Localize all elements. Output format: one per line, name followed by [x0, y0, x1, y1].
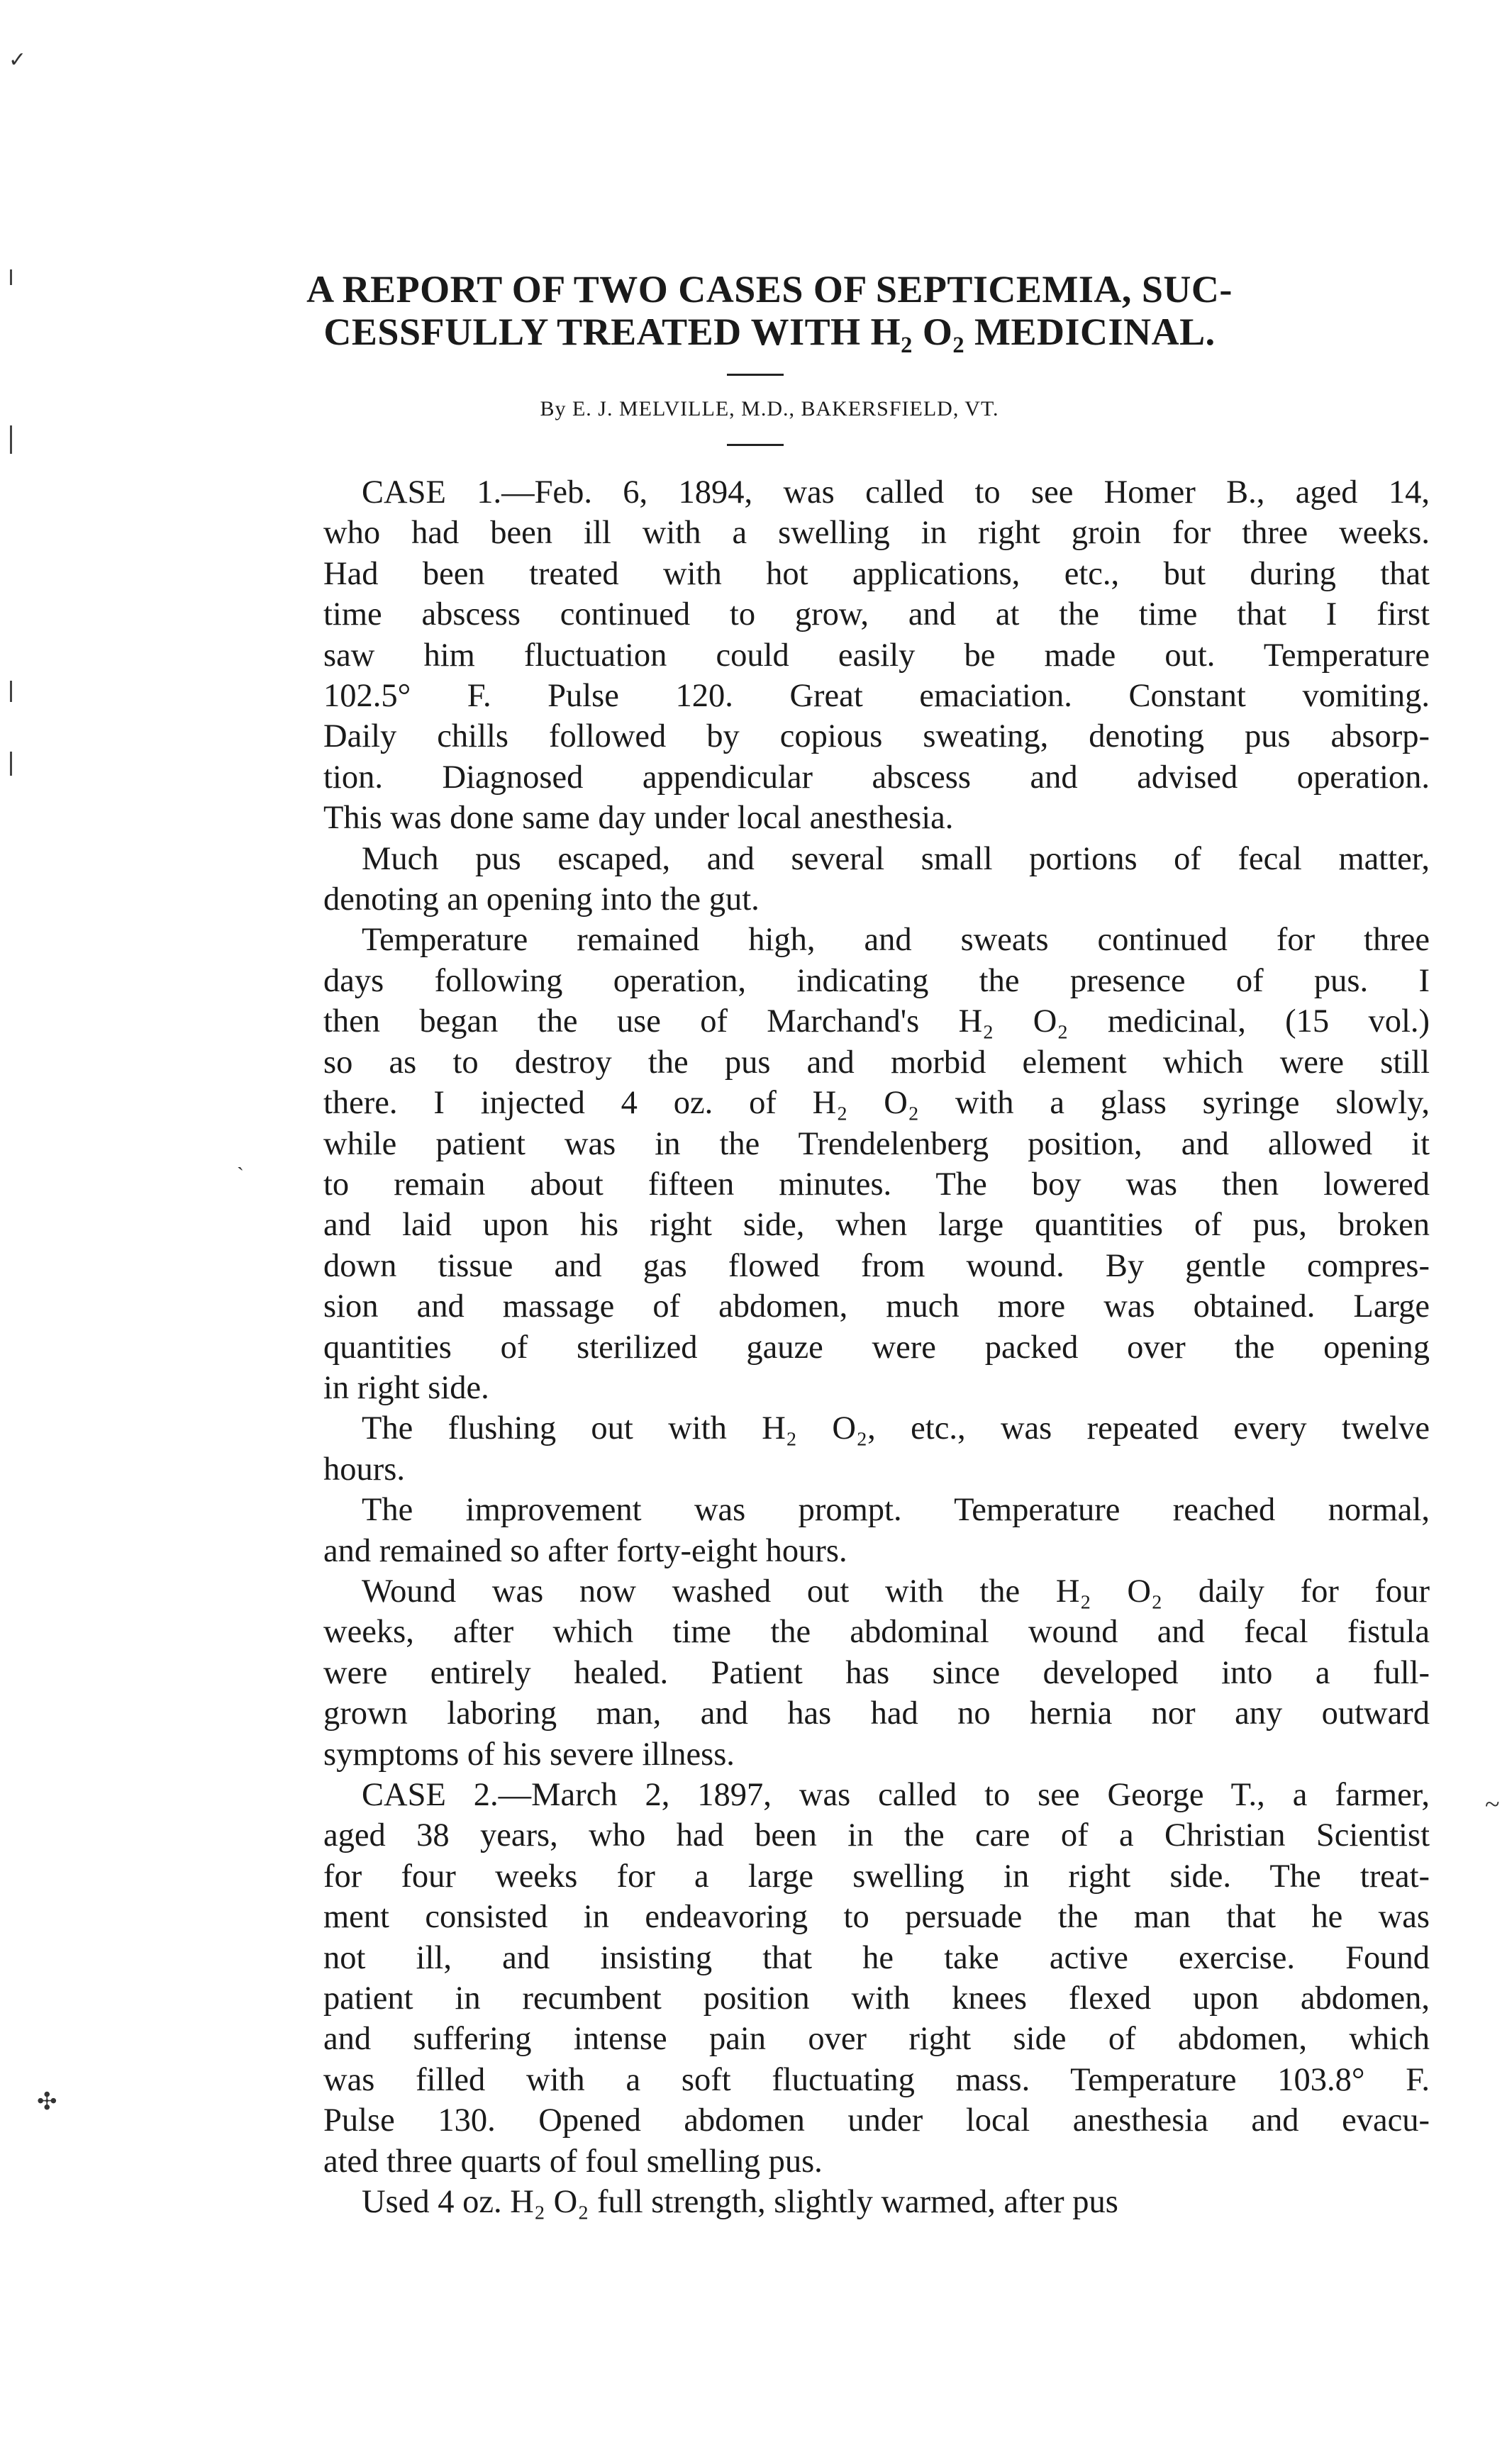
text-line: Much pus escaped, and several small portions of fecal matter,: [362, 840, 1430, 877]
text-line: Pulse 130. Opened abdomen under local anesthesia and evacu-: [323, 2102, 1430, 2139]
text-line: and laid upon his right side, when large quantities of pus, broken: [323, 1207, 1430, 1244]
text-line: Daily chills followed by copious sweating, denoting pus absorp-: [323, 718, 1430, 755]
text-line: saw him fluctuation could easily be made out. Temperature: [323, 637, 1430, 674]
text-line: Temperature remained high, and sweats continued for three: [362, 922, 1430, 959]
text-line: CASE 1.—Feb. 6, 1894, was called to see Homer B., aged 14,: [362, 474, 1430, 511]
text-line: ment consisted in endeavoring to persuade the man that he was: [323, 1899, 1430, 1936]
text-line: who had been ill with a swelling in right groin for three weeks.: [323, 515, 1430, 552]
text-line: and suffering intense pain over right side of abdomen, which: [323, 2021, 1430, 2058]
text-line: symptoms of his severe illness.: [323, 1736, 735, 1773]
text-line: sion and massage of abdomen, much more was obtained. Large: [323, 1288, 1430, 1325]
text-line: ated three quarts of foul smelling pus.: [323, 2143, 823, 2180]
text-line: time abscess continued to grow, and at the time that I first: [323, 596, 1430, 633]
text-line: then began the use of Marchand's H₂ O₂ medicinal, (15 vol.): [323, 1003, 1430, 1040]
title-line-2: CESSFULLY TREATED WITH H₂ O₂ MEDICINAL.: [323, 311, 1216, 353]
text-line: so as to destroy the pus and morbid element which were still: [323, 1044, 1430, 1081]
margin-tick: ˎ: [237, 1147, 244, 1171]
text-line: tion. Diagnosed appendicular abscess and advised operation.: [323, 759, 1430, 796]
text-line: to remain about fifteen minutes. The boy was then lowered: [323, 1166, 1430, 1203]
text-line: quantities of sterilized gauze were packed over the opening: [323, 1329, 1430, 1366]
left-edge-mark: [10, 269, 12, 285]
text-line: The improvement was prompt. Temperature reached normal,: [362, 1492, 1430, 1529]
margin-blot: ✣: [37, 2089, 57, 2115]
title-line-1: A REPORT OF TWO CASES OF SEPTICEMIA, SUC-: [306, 268, 1233, 311]
text-line: days following operation, indicating the presence of pus. I: [323, 962, 1430, 999]
text-line: there. I injected 4 oz. of H₂ O₂ with a glass syringe slowly,: [323, 1085, 1430, 1122]
text-line: were entirely healed. Patient has since developed into a full-: [323, 1654, 1430, 1691]
text-line: CASE 2.—March 2, 1897, was called to see George T., a farmer,: [362, 1777, 1430, 1813]
text-line: weeks, after which time the abdominal wound and fecal fistula: [323, 1614, 1430, 1651]
text-line: not ill, and insisting that he take active exercise. Found: [323, 1939, 1430, 1976]
margin-dash: ~: [1485, 1790, 1500, 1819]
author-byline: By E. J. MELVILLE, M.D., BAKERSFIELD, VT.: [540, 397, 999, 420]
text-line: and remained so after forty-eight hours.: [323, 1532, 847, 1569]
text-line: grown laboring man, and has had no hernia nor any outward: [323, 1695, 1430, 1732]
text-line: for four weeks for a large swelling in right side. The treat-: [323, 1858, 1430, 1895]
divider-rule: [727, 374, 784, 376]
left-edge-mark: [10, 752, 12, 776]
left-edge-mark: [10, 425, 12, 454]
left-edge-mark: [10, 681, 12, 702]
article-title: [305, 268, 1234, 353]
text-line: patient in recumbent position with knees flexed upon abdomen,: [323, 1980, 1430, 2017]
text-line: Wound was now washed out with the H₂ O₂ daily for four: [362, 1573, 1430, 1610]
text-line: was filled with a soft fluctuating mass. Temperature 103.8° F.: [323, 2061, 1430, 2098]
text-line: This was done same day under local anesthesia.: [323, 800, 954, 837]
article-body: [323, 472, 1430, 2222]
text-line: Used 4 oz. H₂ O₂ full strength, slightly warmed, after pus: [362, 2184, 1118, 2221]
scan-speck: ✓: [9, 48, 27, 72]
text-line: aged 38 years, who had been in the care of a Christian Scientist: [323, 1817, 1430, 1854]
text-line: The flushing out with H₂ O₂, etc., was repeated every twelve: [362, 1410, 1430, 1447]
text-line: in right side.: [323, 1369, 489, 1406]
text-line: Had been treated with hot applications, etc., but during that: [323, 555, 1430, 592]
text-line: while patient was in the Trendelenberg position, and allowed it: [323, 1125, 1430, 1162]
text-line: hours.: [323, 1451, 405, 1488]
text-line: denoting an opening into the gut.: [323, 881, 760, 918]
text-line: 102.5° F. Pulse 120. Great emaciation. Constant vomiting.: [323, 678, 1430, 715]
text-line: down tissue and gas flowed from wound. By gentle compres-: [323, 1247, 1430, 1284]
divider-rule: [727, 444, 784, 446]
